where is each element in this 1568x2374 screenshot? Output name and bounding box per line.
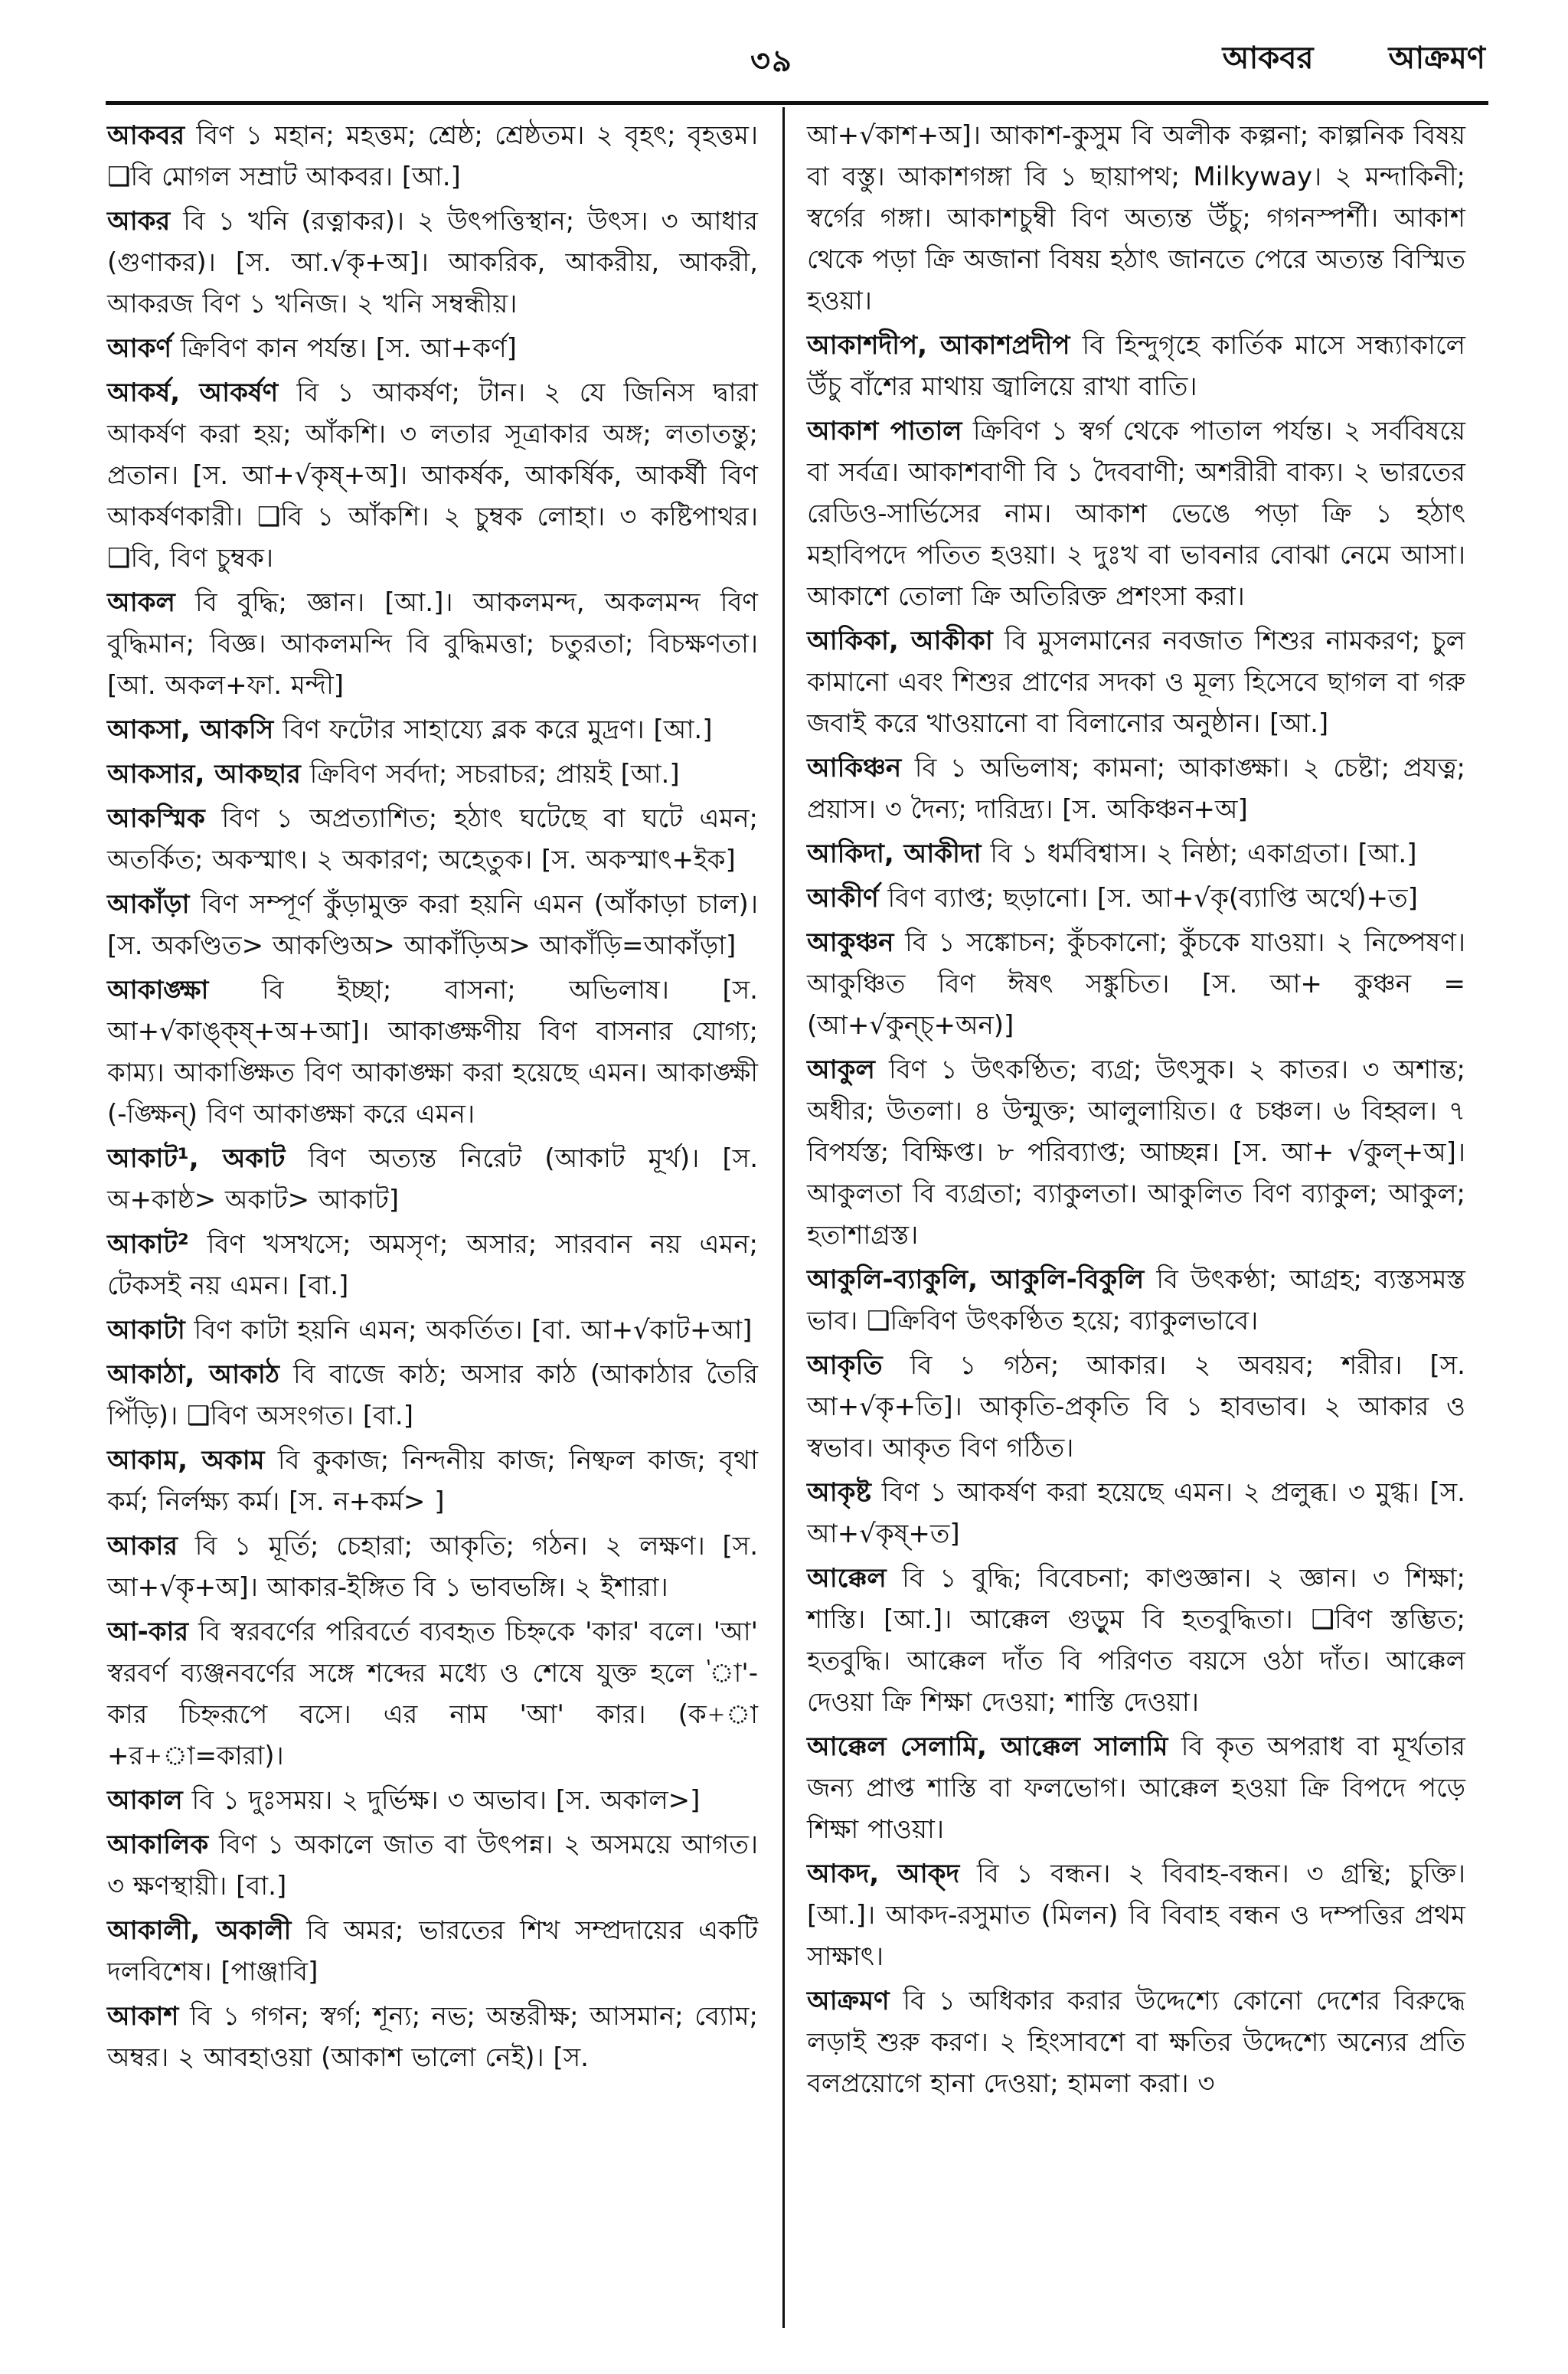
entry-headword: আকাটা [107,1315,185,1346]
dictionary-entry [807,620,1465,744]
entry-headword: আকিদা, আকীদা [807,839,982,869]
entry-definition: বিণ ১ অকালে জাত বা উৎপন্ন। ২ অসময়ে আগত। ৩ ক্ষণস্থায়ী। [বা.] [107,1830,758,1901]
entry-definition: ক্রিবিণ ১ স্বর্গ থেকে পাতাল পর্যন্ত। ২ সর্ববিষয়ে বা সর্বত্র। আকাশবাণী বি ১ দৈববাণী; অশরীরী বাক্য। ২ ভারতের রেডিও-সার্ভিসের নাম। আকাশ ভেঙে পড়া ক্রি ১ হঠাৎ মহাবিপদে পতিত হওয়া। ২ দুঃখ বা ভাবনার বোঝা নেমে আসা। আকাশে তোলা ক্রি অতিরিক্ত প্রশংসা করা। [807,416,1465,612]
entry-definition: বি ১ ধর্মবিশ্বাস। ২ নিষ্ঠা; একাগ্রতা। [আ.] [981,839,1417,869]
entry-headword: আকাশ [107,2001,179,2032]
dictionary-entry [107,372,758,579]
dictionary-entry [807,1853,1465,1977]
dictionary-entry [807,922,1465,1046]
dictionary-entry [807,325,1465,407]
entry-definition: আ+√কাশ+অ]। আকাশ-কুসুম বি অলীক কল্পনা; কাল্পনিক বিষয় বা বস্তু। আকাশগঙ্গা বি ১ ছায়াপথ; Milkyway। ২ মন্দাকিনী; স্বর্গের গঙ্গা। আকাশচুম্বী বিণ অত্যন্ত উঁচু; গগনস্পর্শী। আকাশ থেকে পড়া ক্রি অজানা বিষয় হঠাৎ জানতে পেরে অত্যন্ত বিস্মিত হওয়া। [807,120,1465,316]
entry-definition: বিণ সম্পূর্ণ কুঁড়ামুক্ত করা হয়নি এমন (আঁকাড়া চাল)। [স. অকণ্ডিত> আকণ্ডিঅ> আকাঁড়িঅ> আকাঁড়ি=আকাঁড়া] [107,889,758,961]
entry-headword: আকাট¹, অকাট [107,1143,286,1174]
entry-definition: বি ১ গগন; স্বর্গ; শূন্য; নভ; অন্তরীক্ষ; আসমান; ব্যোম; অম্বর। ২ আবহাওয়া (আকাশ ভালো নেই)। [স. [107,2001,758,2073]
entry-headword: আকাল [107,1785,183,1816]
entry-definition: বি কুকাজ; নিন্দনীয় কাজ; নিষ্ফল কাজ; বৃথা কর্ম; নির্লক্ষ্য কর্ম। [স. ন+কর্ম> ] [107,1445,758,1517]
dictionary-entry [107,1224,758,1306]
entry-headword: আকুল [807,1055,875,1085]
entry-headword: আকবর [107,120,185,151]
entry-definition: বি ১ আকর্ষণ; টান। ২ যে জিনিস দ্বারা আকর্ষণ করা হয়; আঁকশি। ৩ লতার সূত্রাকার অঙ্গ; লতাতন্তু; প্রতান। [স. আ+√কৃষ্+অ]। আকর্ষক, আকর্ষিক, আকর্ষী বিণ আকর্ষণকারী। ❑বি ১ আঁকশি। ২ চুম্বক লোহা। ৩ কষ্টিপাথর। ❑বি, বিণ চুম্বক। [107,378,758,574]
guide-word-first: আকবর [1222,41,1314,76]
entry-headword: আকাম, অকাম [107,1445,265,1476]
right-column [807,115,1465,2107]
entry-headword: আকল [107,587,175,618]
entry-definition: ক্রিবিণ সর্বদা; সচরাচর; প্রায়ই [আ.] [300,759,680,790]
entry-definition: বি ১ অভিলাষ; কামনা; আকাঙ্ক্ষা। ২ চেষ্টা; প্রযত্ন; প্রয়াস। ৩ দৈন্য; দারিদ্র্য। [স. অকিঞ্চন+অ] [807,753,1465,825]
entry-definition: বিণ ফটোর সাহায্যে ব্লক করে মুদ্রণ। [আ.] [273,714,713,745]
entry-definition: বি ১ দুঃসময়। ২ দুর্ভিক্ষ। ৩ অভাব। [স. অকাল>] [182,1785,701,1816]
entry-headword: আকাশ পাতাল [807,416,962,446]
entry-definition: বি ইচ্ছা; বাসনা; অভিলাষ। [স. আ+√কাঙ্ক্ষ্+অ+আ]। আকাঙ্ক্ষণীয় বিণ বাসনার যোগ্য; কাম্য। আকাঙ্ক্ষিত বিণ আকাঙ্ক্ষা করা হয়েছে এমন। আকাঙ্ক্ষী (-ঙ্ক্ষিন্) বিণ আকাঙ্ক্ষা করে এমন। [107,975,758,1130]
entry-definition: বিণ ১ মহান; মহত্তম; শ্রেষ্ঠ; শ্রেষ্ঠতম। ২ বৃহৎ; বৃহত্তম। ❑বি মোগল সম্রাট আকবর। [আ.] [107,120,758,192]
entry-headword: আকাঠা, আকাঠ [107,1359,279,1390]
dictionary-entry [107,328,758,369]
entry-headword: আকীর্ণ [807,883,879,914]
entry-headword: আকাট² [107,1229,189,1260]
dictionary-entry [107,582,758,706]
guide-word-last: আক্রমণ [1388,41,1485,76]
entry-definition: বি ১ খনি (রত্নাকর)। ২ উৎপত্তিস্থান; উৎস। ৩ আধার (গুণাকর)। [স. আ.√কৃ+অ]। আকরিক, আকরীয়, আকরী, আকরজ বিণ ১ খনিজ। ২ খনি সম্বন্ধীয়। [107,206,758,319]
entry-headword: আকিকা, আকীকা [807,626,993,656]
entry-definition: বি উৎকণ্ঠা; আগ্রহ; ব্যস্তসমস্ত ভাব। ❑ক্রিবিণ উৎকণ্ঠিত হয়ে; ব্যাকুলভাবে। [807,1264,1465,1336]
dictionary-entry [107,709,758,750]
entry-definition: বিণ খসখসে; অমসৃণ; অসার; সারবান নয় এমন; টেকসই নয় এমন। [বা.] [107,1229,758,1301]
entry-headword: আকিঞ্চন [807,753,902,783]
dictionary-entry [107,754,758,795]
entry-headword: আকসা, আকসি [107,714,274,745]
entry-definition: বি ১ সঙ্কোচন; কুঁচকানো; কুঁচকে যাওয়া। ২ নিষ্পেষণ। আকুঞ্চিত বিণ ঈষৎ সঙ্কুচিত। [স. আ+ কুঞ্চন = (আ+√কুন্চ্+অন)] [807,927,1465,1041]
dictionary-entry [107,1996,758,2078]
entry-headword: আক্কেল [807,1563,887,1594]
entry-headword: আকৃতি [807,1350,883,1381]
dictionary-entry [807,1558,1465,1723]
entry-headword: আক্রমণ [807,1986,890,2016]
entry-headword: আ-কার [107,1617,189,1647]
entry-definition: বি স্বরবর্ণের পরিবর্তে ব্যবহৃত চিহ্নকে 'কার' বলে। 'আ' স্বরবর্ণ ব্যঞ্জনবর্ণের সঙ্গে শব্দের মধ্যে ও শেষে যুক্ত হলে 'া'-কার চিহ্নরূপে বসে। এর নাম 'আ' কার। (ক+া+র+া=কারা)। [107,1617,758,1771]
entry-headword: আকুঞ্চন [807,927,894,958]
dictionary-entry [807,878,1465,919]
dictionary-entry [807,833,1465,875]
header-rule [106,101,1488,105]
dictionary-entry [107,1910,758,1993]
entry-definition: বি ১ বুদ্ধি; বিবেচনা; কাণ্ডজ্ঞান। ২ জ্ঞান। ৩ শিক্ষা; শাস্তি। [আ.]। আক্কেল গুড়ুম বি হতবুদ্ধিতা। ❑বিণ স্তম্ভিত; হতবুদ্ধি। আক্কেল দাঁত বি পরিণত বয়সে ওঠা দাঁত। আক্কেল দেওয়া ক্রি শিক্ষা দেওয়া; শাস্তি দেওয়া। [807,1563,1465,1718]
dictionary-entry [107,1138,758,1221]
entry-definition: বি ১ বন্ধন। ২ বিবাহ-বন্ধন। ৩ গ্রন্থি; চুক্তি। [আ.]। আকদ-রসুমাত (মিলন) বি বিবাহ বন্ধন ও দম্পত্তির প্রথম সাক্ষাৎ। [807,1859,1465,1972]
entry-headword: আকর [107,206,171,237]
entry-definition: ক্রিবিণ কান পর্যন্ত। [স. আ+কর্ণ] [172,333,517,364]
entry-definition: বি ১ অধিকার করার উদ্দেশ্যে কোনো দেশের বিরুদ্ধে লড়াই শুরু করণ। ২ হিংসাবশে বা ক্ষতির উদ্দেশ্যে অন্যের প্রতি বলপ্রয়োগে হানা দেওয়া; হামলা করা। ৩ [807,1986,1465,2099]
entry-headword: আকুলি-ব্যাকুলি, আকুলি-বিকুলি [807,1264,1145,1295]
dictionary-entry [807,1049,1465,1256]
entry-headword: আকার [107,1531,178,1561]
dictionary-entry [807,1980,1465,2104]
dictionary-entry [807,1726,1465,1850]
dictionary-entry [807,1345,1465,1469]
entry-headword: আক্কেল সেলামি, আক্কেল সালামি [807,1731,1168,1762]
dictionary-entry [107,798,758,881]
dictionary-entry [807,410,1465,617]
entry-definition: বি ১ মূর্তি; চেহারা; আকৃতি; গঠন। ২ লক্ষণ। [স. আ+√কৃ+অ]। আকার-ইঙ্গিত বি ১ ভাবভঙ্গি। ২ ইশারা। [107,1531,758,1603]
entry-definition: বি কৃত অপরাধ বা মূর্খতার জন্য প্রাপ্ত শাস্তি বা ফলভোগ। আক্কেল হওয়া ক্রি বিপদে পড়ে শিক্ষা পাওয়া। [807,1731,1465,1845]
entry-headword: আকসার, আকছার [107,759,301,790]
entry-headword: আকস্মিক [107,803,205,834]
dictionary-entry [107,1780,758,1821]
dictionary-entry [107,884,758,966]
column-divider [782,107,785,2328]
entry-definition: বি অমর; ভারতের শিখ সম্প্রদায়ের একটি দলবিশেষ। [পাঞ্জাবি] [107,1915,758,1987]
entry-headword: আকাঁড়া [107,889,190,920]
dictionary-entry [107,1310,758,1351]
entry-definition: বি মুসলমানের নবজাত শিশুর নামকরণ; চুল কামানো এবং শিশুর প্রাণের সদকা ও মূল্য হিসেবে ছাগল বা গরু জবাই করে খাওয়ানো বা বিলানোর অনুষ্ঠান। [আ.] [807,626,1465,739]
entry-headword: আকর্ষ, আকর্ষণ [107,378,279,408]
dictionary-entry [107,1611,758,1777]
dictionary-entry [807,1472,1465,1555]
entry-headword: আকাঙ্ক্ষা [107,975,209,1006]
dictionary-entry [807,747,1465,830]
left-column [107,115,758,2081]
dictionary-entry [107,1525,758,1608]
entry-headword: আকর্ণ [107,333,172,364]
entry-headword: আকালী, অকালী [107,1915,292,1946]
entry-definition: বি ১ গঠন; আকার। ২ অবয়ব; শরীর। [স. আ+√কৃ+তি]। আকৃতি-প্রকৃতি বি ১ হাবভাব। ২ আকার ও স্বভাব। আকৃত বিণ গঠিত। [807,1350,1465,1463]
entry-definition: বিণ ১ অপ্রত্যাশিত; হঠাৎ ঘটেছে বা ঘটে এমন; অতর্কিত; অকস্মাৎ। ২ অকারণ; অহেতুক। [স. অকস্মাৎ+ইক] [107,803,758,875]
entry-headword: আকালিক [107,1830,209,1860]
entry-headword: আকাশদীপ, আকাশপ্রদীপ [807,330,1070,361]
entry-definition: বি বাজে কাঠ; অসার কাঠ (আকাঠার তৈরি পিঁড়ি)। ❑বিণ অসংগত। [বা.] [107,1359,758,1431]
entry-definition: বিণ কাটা হয়নি এমন; অকর্তিত। [বা. আ+√কাট+আ] [185,1315,753,1346]
entry-headword: আকদ, আক্দ [807,1859,960,1889]
dictionary-entry [107,201,758,325]
dictionary-entry [107,1824,758,1907]
entry-headword: আকৃষ্ট [807,1477,871,1508]
dictionary-entry [107,1440,758,1522]
dictionary-entry [107,1354,758,1437]
dictionary-entry [107,970,758,1135]
dictionary-entry [807,1259,1465,1342]
entry-definition: বি বুদ্ধি; জ্ঞান। [আ.]। আকলমন্দ, অকলমন্দ বিণ বুদ্ধিমান; বিজ্ঞ। আকলমন্দি বি বুদ্ধিমত্তা; চতুরতা; বিচক্ষণতা। [আ. অকল+ফা. মন্দী] [107,587,758,701]
entry-definition: বিণ ১ উৎকণ্ঠিত; ব্যগ্র; উৎসুক। ২ কাতর। ৩ অশান্ত; অধীর; উতলা। ৪ উন্মুক্ত; আলুলায়িত। ৫ চঞ্চল। ৬ বিহ্বল। ৭ বিপর্যস্ত; বিক্ষিপ্ত। ৮ পরিব্যাপ্ত; আচ্ছন্ন। [স. আ+ √কুল্+অ]। আকুলতা বি ব্যগ্রতা; ব্যাকুলতা। আকুলিত বিণ ব্যাকুল; আকুল; হতাশাগ্রস্ত। [807,1055,1465,1251]
guide-words [1158,34,1485,85]
dictionary-entry [807,115,1465,322]
dictionary-entry [107,115,758,198]
page-number: ৩৯ [750,44,793,79]
entry-definition: বিণ অত্যন্ত নিরেট (আকাট মূর্খ)। [স. অ+কাষ্ঠ> অকাট> আকাট] [107,1143,759,1215]
entry-definition: বিণ ব্যাপ্ত; ছড়ানো। [স. আ+√কৃ(ব্যাপ্তি অর্থে)+ত] [878,883,1418,914]
entry-definition: বি হিন্দুগৃহে কার্তিক মাসে সন্ধ্যাকালে উঁচু বাঁশের মাথায় জ্বালিয়ে রাখা বাতি। [807,330,1465,402]
entry-definition: বিণ ১ আকর্ষণ করা হয়েছে এমন। ২ প্রলুব্ধ। ৩ মুগ্ধ। [স. আ+√কৃষ্+ত] [807,1477,1465,1549]
